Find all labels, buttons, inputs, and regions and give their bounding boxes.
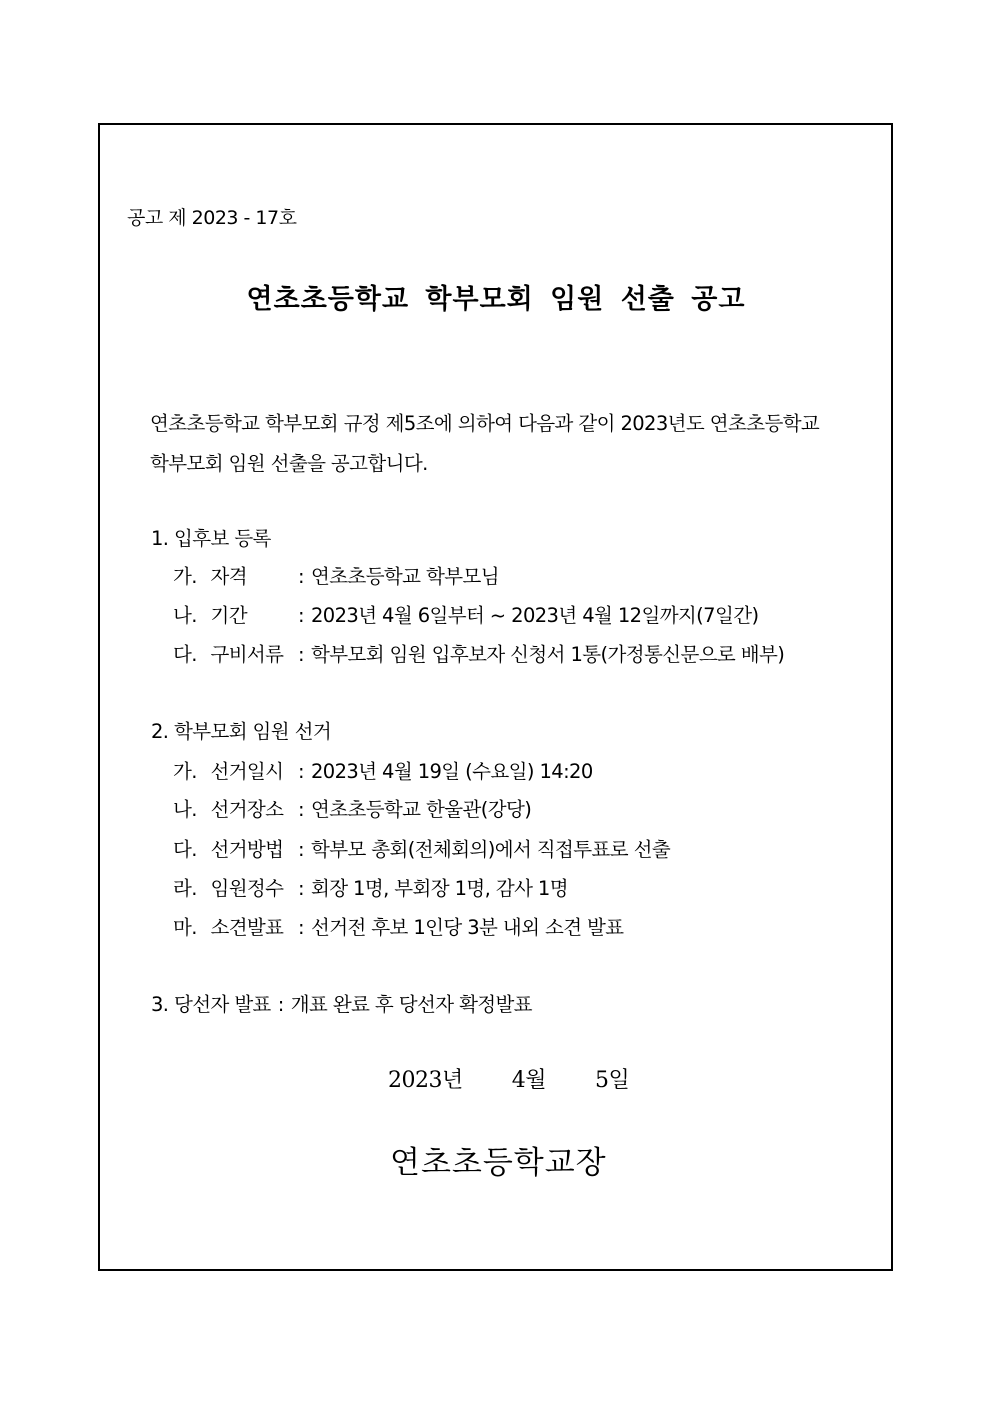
date-day: 5일: [595, 1068, 630, 1093]
item-prefix: 라.: [173, 877, 197, 900]
section-2-item-method: [173, 840, 670, 860]
item-label: [173, 879, 291, 899]
item-label: [173, 606, 291, 626]
item-prefix: 나.: [173, 798, 197, 821]
item-label-part-a: 자: [210, 565, 229, 588]
section-1-item-period: [173, 606, 758, 626]
intro-line-1: 연초초등학교 학부모회 규정 제5조에 의하여 다음과 같이 2023년도 연초초등학교: [150, 412, 820, 435]
item-value: 2023년 4월 19일 (수요일) 14:20: [310, 760, 593, 783]
section-2-heading: 2. 학부모회 임원 선거: [151, 720, 332, 743]
section-1-item-documents: [173, 645, 784, 665]
section-2-item-seats: [173, 879, 568, 899]
item-label-text: 소견발표: [210, 916, 284, 939]
section-1-item-qualification: [173, 567, 499, 587]
item-label: [173, 645, 291, 665]
item-separator: :: [298, 798, 304, 821]
item-separator: :: [277, 993, 284, 1016]
section-2-item-speech: [173, 918, 624, 938]
item-label-part-a: 기: [210, 604, 229, 627]
item-separator: :: [298, 916, 304, 939]
section-1-heading: 1. 입후보 등록: [151, 527, 271, 550]
item-separator: :: [298, 838, 304, 861]
item-prefix: 가.: [173, 565, 197, 588]
item-label-part-b: 간: [228, 604, 247, 627]
item-label-text: 구비서류: [210, 643, 284, 666]
item-value: 개표 완료 후 당선자 확정발표: [290, 993, 533, 1016]
item-value: 학부모회 임원 입후보자 신청서 1통(가정통신문으로 배부): [310, 643, 785, 666]
item-label-text: 선거방법: [210, 838, 284, 861]
section-3-heading: 3. 당선자 발표: [151, 993, 271, 1016]
issue-date: [388, 1070, 629, 1092]
item-label: [173, 918, 291, 938]
item-separator: :: [298, 760, 304, 783]
section-2-item-datetime: [173, 762, 593, 782]
item-label: [173, 840, 291, 860]
item-separator: :: [298, 643, 304, 666]
item-prefix: 마.: [173, 916, 197, 939]
date-year: 2023년: [388, 1068, 463, 1093]
item-label-text: 선거일시: [210, 760, 284, 783]
signature-principal: 연초초등학교장: [390, 1145, 607, 1181]
item-separator: :: [298, 604, 304, 627]
item-prefix: 다.: [173, 643, 197, 666]
document-title: 연초초등학교 학부모회 임원 선출 공고: [246, 284, 746, 315]
intro-line-2: 학부모회 임원 선출을 공고합니다.: [150, 452, 428, 475]
section-2-item-location: [173, 800, 531, 820]
item-prefix: 다.: [173, 838, 197, 861]
item-prefix: 나.: [173, 604, 197, 627]
item-label-text: 임원정수: [210, 877, 284, 900]
item-prefix: 가.: [173, 760, 197, 783]
item-value: 2023년 4월 6일부터 ~ 2023년 4월 12일까지(7일간): [310, 604, 759, 627]
item-label: [173, 567, 291, 587]
item-label-part-b: 격: [228, 565, 247, 588]
item-separator: :: [298, 877, 304, 900]
item-label: [173, 800, 291, 820]
item-label-text: 선거장소: [210, 798, 284, 821]
item-label: [173, 762, 291, 782]
item-value: 회장 1명, 부회장 1명, 감사 1명: [310, 877, 568, 900]
notice-number: 공고 제 2023 - 17호: [127, 207, 297, 229]
item-value: 학부모 총회(전체회의)에서 직접투표로 선출: [310, 838, 671, 861]
date-month: 4월: [511, 1068, 546, 1093]
item-value: 연초초등학교 학부모님: [310, 565, 499, 588]
item-value: 선거전 후보 1인당 3분 내외 소견 발표: [310, 916, 624, 939]
section-3-announcement: [151, 995, 532, 1015]
item-separator: :: [298, 565, 304, 588]
item-value: 연초초등학교 한울관(강당): [310, 798, 532, 821]
